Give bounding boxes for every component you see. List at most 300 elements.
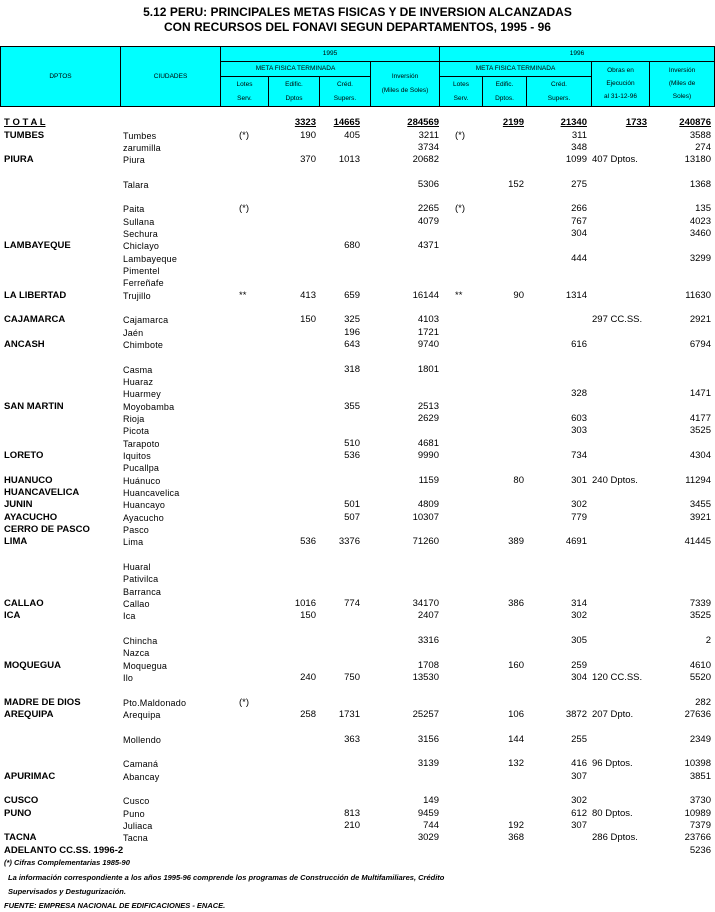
cell-inv-1995: 3156: [417, 733, 439, 745]
cell-city: Huancayo: [123, 500, 166, 511]
table-row: [0, 302, 715, 314]
cell-edif-1996: 106: [508, 709, 524, 720]
cell-obras: 407 Dptos.: [592, 154, 638, 166]
table-row: [0, 549, 715, 561]
cell-city: Talara: [123, 179, 149, 190]
cell-department: PIURA: [4, 154, 34, 166]
total-row: [0, 117, 715, 129]
cell-inv-1995: 4079: [417, 215, 439, 227]
cell-inv-1996: 11630: [685, 289, 711, 301]
header-meta-1995: META FISICA TERMINADA: [220, 61, 371, 77]
cell-cred-1996: 314: [571, 598, 587, 610]
cell-inv-1995: 20682: [412, 154, 439, 166]
cell-inv-1996: 3460: [689, 228, 711, 240]
cell-city: Juliaca: [123, 820, 153, 831]
cell-inv-1996: 11294: [685, 474, 711, 486]
cell-department: CUSCO: [4, 795, 39, 807]
cell-city: Cajamarca: [123, 315, 169, 326]
cell-inv-1995: 5306: [417, 178, 439, 190]
table-row: [0, 795, 715, 807]
cell-inv-1995: 9459: [417, 807, 439, 819]
cell-inv-1995: 3316: [417, 635, 439, 647]
header-inversion-1996: [649, 61, 715, 107]
cell-city: Chincha: [123, 636, 158, 647]
table-row: [0, 660, 715, 672]
cell-department: CERRO DE PASCO: [4, 524, 90, 536]
cell-lotes-1995: (*): [239, 129, 250, 141]
cell-city: Mollendo: [123, 734, 162, 745]
cell-edif-1996: 368: [508, 832, 524, 844]
cell-lotes-1996: **: [455, 289, 463, 301]
cell-inv-1996: 10398: [684, 758, 711, 770]
cell-department: SAN MARTIN: [4, 400, 64, 412]
cell-city: Barranca: [123, 586, 162, 597]
table-row: [0, 401, 715, 413]
cell-inv-1996: 4304: [689, 450, 711, 462]
table-row: [0, 413, 715, 425]
cell-department: LAMBAYEQUE: [4, 240, 71, 252]
cell-cred-1996: 303: [571, 425, 587, 437]
cell-edif-1995: 258: [300, 709, 316, 720]
cell-cred-1996: 259: [571, 659, 587, 671]
cell-inv-1995: 1159: [418, 474, 439, 486]
cell-cred-1996: 307: [571, 819, 587, 831]
table-row: [0, 672, 715, 684]
cell-city: Ayacucho: [123, 512, 164, 523]
cell-city: Lima: [123, 537, 144, 548]
table-row: [0, 191, 715, 203]
cell-inv-1996: 10989: [684, 807, 711, 819]
table-row: [0, 253, 715, 265]
table-row: [0, 586, 715, 598]
cell-city: zarumilla: [123, 142, 161, 153]
cell-department: CAJAMARCA: [4, 314, 66, 326]
footnote-source: FUENTE: EMPRESA NACIONAL DE EDIFICACIONES - ENACE.: [4, 901, 226, 910]
header-cred-1996-l2: Supers.: [547, 94, 571, 102]
cell-edif-1996: 144: [508, 733, 524, 745]
cell-inv-1995: 34170: [412, 598, 439, 610]
cell-city: Huancavelica: [123, 488, 180, 499]
cell-cred-1995: 1731: [338, 709, 360, 720]
cell-inv-1996: 4177: [689, 413, 711, 425]
cell-inv-1995: 1721: [417, 326, 439, 338]
header-lotes-1996-l1: Lotes: [453, 80, 469, 88]
table-row: [0, 820, 715, 832]
total-inv-1996: 240876: [679, 117, 711, 128]
cell-cred-1995: 363: [344, 733, 360, 745]
table-row: [0, 647, 715, 659]
cell-city: Casma: [123, 364, 153, 375]
cell-cred-1996: 302: [571, 610, 587, 622]
table-row: [0, 130, 715, 142]
cell-cred-1995: 325: [344, 314, 360, 326]
header-inversion-1996-l3: Soles): [672, 93, 692, 100]
table-row: [0, 475, 715, 487]
cell-cred-1996: 305: [571, 635, 587, 647]
cell-inv-1996: 27636: [684, 709, 711, 720]
cell-edif-1996: 132: [508, 758, 524, 770]
table-row: [0, 142, 715, 154]
header-edif-1996: [482, 76, 527, 107]
header-cred-1995-l1: Créd.: [337, 80, 353, 88]
cell-inv-1996: 3299: [689, 252, 711, 264]
table-row: [0, 290, 715, 302]
cell-city: Puno: [123, 808, 145, 819]
table-row: [0, 524, 715, 536]
cell-cred-1996: 603: [571, 413, 587, 425]
header-edif-1996-l1: Edific.: [495, 80, 514, 88]
cell-city: Ilo: [123, 673, 134, 684]
cell-cred-1996: 416: [571, 758, 587, 770]
cell-cred-1996: 301: [571, 474, 587, 486]
cell-inv-1995: 25257: [412, 709, 439, 720]
cell-department: JUNIN: [4, 499, 33, 511]
table-row: [0, 425, 715, 437]
cell-cred-1995: 405: [344, 129, 360, 141]
table-row: [0, 832, 715, 844]
cell-edif-1996: 192: [508, 819, 524, 831]
table-row: [0, 487, 715, 499]
cell-inv-1995: 4371: [417, 240, 439, 252]
cell-city: Sechura: [123, 229, 158, 240]
cell-inv-1996: 282: [695, 696, 711, 708]
table-row: [0, 610, 715, 622]
cell-city: Pasco: [123, 525, 150, 536]
cell-cred-1996: 1099: [565, 154, 587, 166]
header-obras-l2: Ejecución: [606, 80, 635, 87]
cell-inv-1996: 3455: [689, 499, 711, 511]
cell-edif-1995: 150: [300, 314, 316, 326]
header-year-1995: 1995: [220, 46, 440, 62]
table-row: [0, 166, 715, 178]
table-row: [0, 623, 715, 635]
cell-cred-1995: 1013: [338, 154, 360, 166]
cell-department: AREQUIPA: [4, 709, 54, 720]
cell-lotes-1996: (*): [455, 203, 466, 215]
cell-inv-1996: 7379: [689, 819, 711, 831]
cell-inv-1995: 13530: [412, 672, 439, 684]
cell-cred-1996: 1314: [565, 289, 587, 301]
header-lotes-1996-l2: Serv.: [453, 94, 469, 102]
cell-lotes-1995: (*): [239, 203, 250, 215]
total-inv-1995: 284569: [407, 117, 439, 128]
footnote-1: (*) Cifras Complementarias 1985-90: [4, 858, 130, 867]
cell-obras: 120 CC.SS.: [592, 672, 643, 684]
cell-cred-1996: 302: [571, 795, 587, 807]
cell-city: Camaná: [123, 759, 159, 770]
cell-department: CALLAO: [4, 598, 44, 610]
cell-edif-1996: 152: [508, 178, 524, 190]
header-obras-l3: al 31-12-96: [604, 93, 637, 100]
cell-edif-1996: 80: [513, 474, 524, 486]
total-obras: 1733: [625, 117, 647, 128]
table-row: [0, 746, 715, 758]
cell-cred-1996: 304: [571, 672, 587, 684]
cell-city: Cusco: [123, 796, 150, 807]
cell-cred-1995: 774: [344, 598, 360, 610]
cell-cred-1996: 767: [571, 215, 587, 227]
cell-city: Rioja: [123, 414, 145, 425]
cell-city: Pativilca: [123, 574, 159, 585]
cell-department: LORETO: [4, 450, 44, 462]
cell-cred-1996: 304: [571, 228, 587, 240]
cell-city: Tarapoto: [123, 438, 160, 449]
cell-cred-1995: 3376: [338, 536, 360, 548]
table-row: [0, 684, 715, 696]
table-row: [0, 598, 715, 610]
total-label: T O T A L: [4, 117, 46, 128]
cell-city: Pucallpa: [123, 463, 160, 474]
cell-inv-1995: 2629: [417, 413, 439, 425]
cell-inv-1996: 13180: [684, 154, 711, 166]
cell-inv-1996: 3525: [689, 425, 711, 437]
cell-inv-1996: 274: [695, 141, 711, 153]
cell-inv-1996: 2: [705, 635, 711, 647]
cell-city: Chimbote: [123, 340, 164, 351]
header-lotes-1995-l1: Lotes: [236, 80, 253, 88]
cell-lotes-1995: (*): [239, 696, 250, 708]
cell-city: Jaén: [123, 327, 144, 338]
cell-edif-1996: 389: [508, 536, 524, 548]
cell-cred-1996: 4691: [565, 536, 587, 548]
header-obras: [591, 61, 650, 107]
header-cred-1995-l2: Supers.: [333, 94, 357, 102]
table-row: [0, 376, 715, 388]
cell-cred-1996: 311: [571, 129, 587, 141]
table-row: [0, 203, 715, 215]
cell-city: Paita: [123, 204, 145, 215]
cell-city: Sullana: [123, 216, 155, 227]
cell-department: AYACUCHO: [4, 511, 58, 523]
total-cred-1996: 21340: [560, 117, 587, 128]
cell-cred-1995: 680: [344, 240, 360, 252]
cell-cred-1995: 196: [344, 326, 360, 338]
cell-cred-1995: 659: [344, 289, 360, 301]
table-row: [0, 758, 715, 770]
header-edif-1995-l1: Edific.: [285, 80, 303, 88]
cell-city: Callao: [123, 599, 150, 610]
cell-inv-1996: 23766: [684, 832, 711, 844]
cell-city: Pto.Maldonado: [123, 697, 187, 708]
header-cred-1996-l1: Créd.: [551, 80, 567, 88]
cell-city: Piura: [123, 155, 146, 166]
cell-department: TUMBES: [4, 129, 45, 141]
cell-cred-1996: 302: [571, 499, 587, 511]
table-row: [0, 721, 715, 733]
cell-department: LA LIBERTAD: [4, 289, 67, 301]
table-row: [0, 462, 715, 474]
cell-department: APURIMAC: [4, 770, 56, 782]
cell-edif-1995: 413: [300, 289, 316, 301]
cell-department: ANCASH: [4, 339, 45, 351]
cell-cred-1996: 307: [571, 770, 587, 782]
table-row: [0, 438, 715, 450]
cell-cred-1995: 507: [344, 511, 360, 523]
cell-inv-1995: 9740: [417, 339, 439, 351]
table-row: [0, 364, 715, 376]
footnote-2: La información correspondiente a los años 1995-96 comprende los programas de Construcción de Multifamiliares, Crédito: [8, 873, 445, 882]
cell-inv-1995: 744: [423, 819, 439, 831]
cell-inv-1996: 3730: [689, 795, 711, 807]
header-cred-1996: [526, 76, 592, 107]
cell-department: HUANUCO: [4, 474, 53, 486]
table-row: [0, 179, 715, 191]
cell-cred-1995: 501: [344, 499, 360, 511]
cell-edif-1995: 240: [300, 672, 316, 684]
cell-city: Chiclayo: [123, 241, 160, 252]
cell-edif-1995: 150: [300, 610, 316, 622]
header-lotes-1995-l2: Serv.: [237, 94, 252, 102]
table-row: [0, 240, 715, 252]
cell-cred-1996: 328: [571, 388, 587, 400]
cell-inv-1995: 4103: [417, 314, 439, 326]
page-subtitle: CON RECURSOS DEL FONAVI SEGUN DEPARTAMENTOS, 1995 - 96: [164, 20, 551, 34]
cell-department: LIMA: [4, 536, 28, 548]
cell-inv-1996: 41445: [684, 536, 711, 548]
cell-city: Pimentel: [123, 266, 160, 277]
header-inversion-1996-l2: (Miles de: [668, 80, 696, 87]
cell-city: Nazca: [123, 648, 150, 659]
cell-city: Huarmey: [123, 389, 161, 400]
cell-inv-1995: 10307: [412, 511, 439, 523]
cell-cred-1995: 750: [344, 672, 360, 684]
cell-edif-1996: 90: [513, 289, 524, 301]
table-row: [0, 734, 715, 746]
cell-inv-1996: 2921: [689, 314, 711, 326]
cell-cred-1996: 3872: [565, 709, 587, 720]
table-row: [0, 697, 715, 709]
table-row: [0, 339, 715, 351]
cell-inv-1996: 1368: [689, 178, 711, 190]
cell-city: Moquegua: [123, 660, 168, 671]
cell-inv-1995: 1708: [417, 659, 439, 671]
header-edif-1995: [268, 76, 320, 107]
table-row: [0, 265, 715, 277]
cell-city: Arequipa: [123, 710, 161, 720]
table-row: [0, 709, 715, 721]
cell-inv-1996: 7339: [689, 598, 711, 610]
cell-city: Tacna: [123, 833, 149, 844]
cell-inv-1996: 5236: [689, 844, 711, 856]
cell-department: TACNA: [4, 832, 37, 844]
cell-cred-1996: 266: [571, 203, 587, 215]
cell-inv-1995: 1801: [417, 363, 439, 375]
table-row: [0, 808, 715, 820]
cell-obras: 207 Dpto.: [592, 709, 634, 720]
cell-inv-1995: 4681: [417, 437, 439, 449]
cell-cred-1995: 536: [344, 450, 360, 462]
cell-edif-1996: 386: [508, 598, 524, 610]
table-row: [0, 154, 715, 166]
table-row: [0, 783, 715, 795]
table-row: [0, 512, 715, 524]
header-inversion-1995-l1: Inversión: [391, 73, 419, 80]
table-row: [0, 536, 715, 548]
table-row: [0, 561, 715, 573]
table-row: [0, 573, 715, 585]
cell-cred-1996: 612: [571, 807, 587, 819]
cell-department: ICA: [4, 610, 21, 622]
cell-department: PUNO: [4, 807, 32, 819]
cell-city: Huaral: [123, 562, 151, 573]
cell-inv-1995: 71260: [412, 536, 439, 548]
cell-lotes-1995: **: [239, 289, 247, 301]
header-dptos: DPTOS: [0, 46, 121, 107]
cell-inv-1995: 3734: [417, 141, 439, 153]
table-row: [0, 228, 715, 240]
table-row: [0, 635, 715, 647]
cell-inv-1995: 3211: [418, 129, 439, 141]
cell-inv-1995: 3029: [417, 832, 439, 844]
cell-edif-1996: 160: [508, 659, 524, 671]
table-row: [0, 314, 715, 326]
table-row: [0, 277, 715, 289]
cell-inv-1995: 16144: [412, 289, 439, 301]
page-title: 5.12 PERU: PRINCIPALES METAS FISICAS Y DE INVERSION ALCANZADAS: [143, 5, 572, 19]
cell-obras: 80 Dptos.: [592, 807, 633, 819]
total-cred-1995: 14665: [333, 117, 360, 128]
header-lotes-1996: [439, 76, 483, 107]
header-inversion-1995-l2: (Miles de Soles): [381, 87, 429, 94]
table-row: [0, 351, 715, 363]
cell-city: Huaraz: [123, 377, 154, 388]
table-header: [0, 46, 715, 107]
cell-cred-1995: 318: [344, 363, 360, 375]
cell-inv-1995: 2513: [417, 400, 439, 412]
table-row: [0, 216, 715, 228]
cell-cred-1996: 348: [571, 141, 587, 153]
cell-cred-1996: 616: [571, 339, 587, 351]
header-inversion-1996-l1: Inversión: [668, 67, 696, 74]
cell-obras: 297 CC.SS.: [592, 314, 643, 326]
cell-inv-1996: 5520: [689, 672, 711, 684]
cell-cred-1995: 643: [344, 339, 360, 351]
table-row: [0, 327, 715, 339]
cell-inv-1995: 2407: [417, 610, 439, 622]
cell-city: Trujillo: [123, 290, 151, 301]
table-row: [0, 499, 715, 511]
cell-department: MADRE DE DIOS: [4, 696, 81, 708]
cell-inv-1996: 4023: [689, 215, 711, 227]
cell-inv-1996: 1471: [689, 388, 711, 400]
cell-inv-1995: 3139: [417, 758, 439, 770]
cell-cred-1996: 255: [571, 733, 587, 745]
cell-inv-1996: 3921: [689, 511, 711, 523]
cell-obras: 96 Dptos.: [592, 758, 633, 770]
cell-cred-1995: 813: [344, 807, 360, 819]
cell-inv-1995: 9990: [417, 450, 439, 462]
cell-city: Picota: [123, 426, 150, 437]
cell-obras: 240 Dptos.: [592, 474, 638, 486]
cell-cred-1996: 779: [571, 511, 587, 523]
cell-inv-1996: 4610: [689, 659, 711, 671]
cell-inv-1995: 4809: [417, 499, 439, 511]
total-edif-1996: 2199: [502, 117, 524, 128]
header-meta-1996: META FISICA TERMINADA: [439, 61, 592, 77]
header-year-1996: 1996: [439, 46, 715, 62]
table-row: [0, 771, 715, 783]
cell-edif-1995: 190: [300, 129, 316, 141]
header-edif-1996-l2: Dptos.: [495, 94, 514, 102]
total-edif-1995: 3323: [294, 117, 316, 128]
cell-city: Iquitos: [123, 451, 151, 462]
cell-inv-1996: 3588: [689, 129, 711, 141]
table-row: [0, 388, 715, 400]
cell-lotes-1996: (*): [455, 129, 466, 141]
header-inversion-1995: [370, 61, 440, 107]
table-row: [0, 450, 715, 462]
header-ciudades: CIUDADES: [120, 46, 221, 107]
